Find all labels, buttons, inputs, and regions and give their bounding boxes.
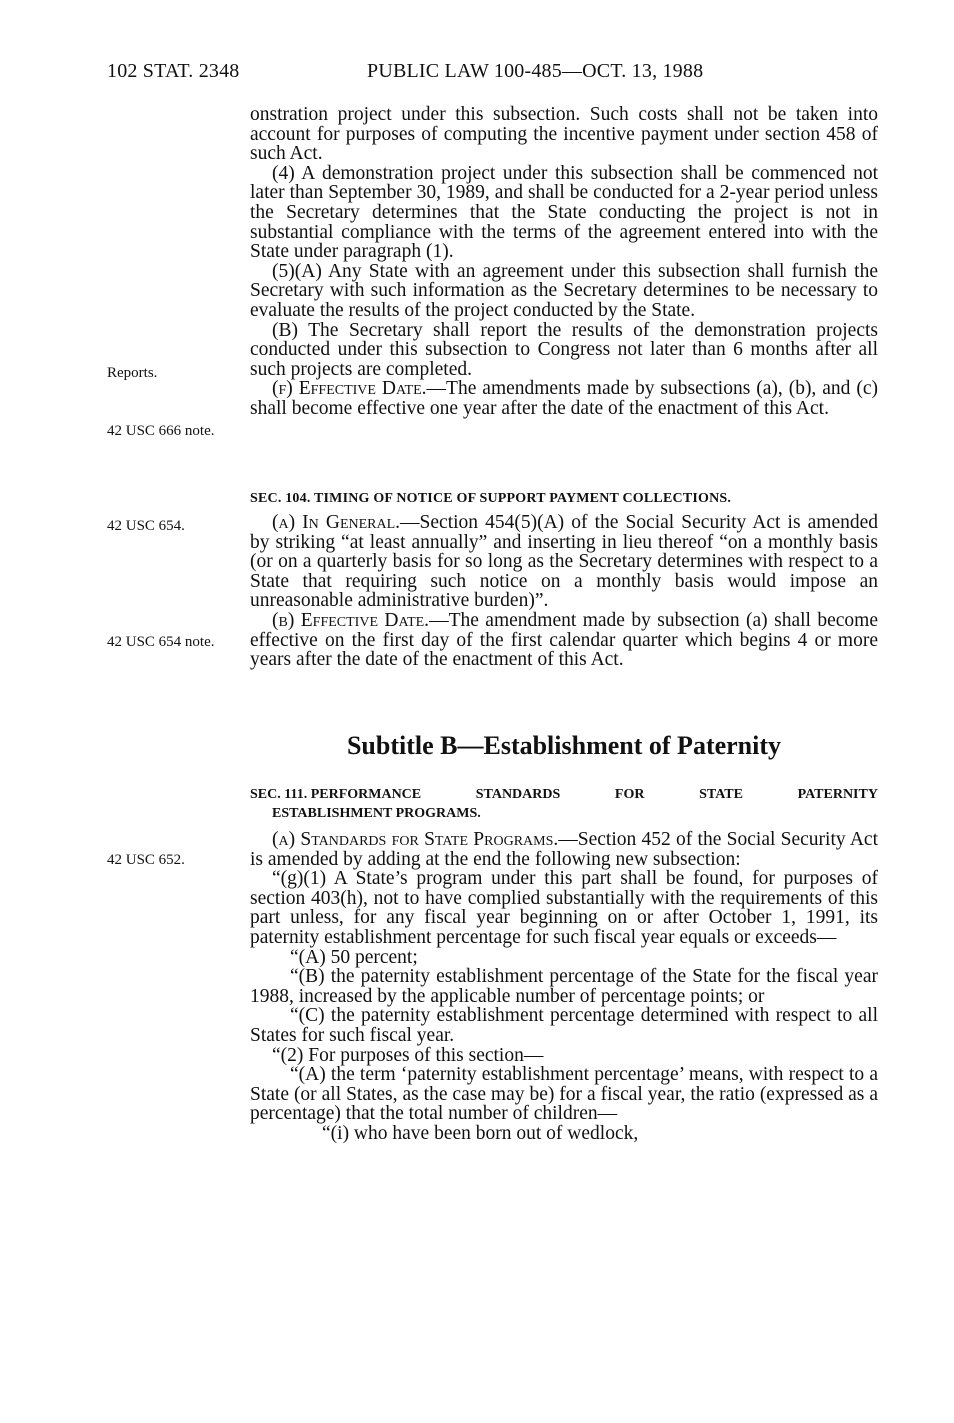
quoted-clause-2a-i: “(i) who have been born out of wedlock, (322, 1122, 639, 1144)
subsection-f-label: (f) Effective Date. (272, 378, 427, 400)
section-104 (250, 489, 878, 670)
subsection-a-text: —Section 452 of the Social Security Act is amended by adding at the end the following new subsection: (250, 829, 878, 870)
quoted-paragraph-2: “(2) For purposes of this section— (272, 1044, 544, 1066)
quoted-paragraph-g1: “(g)(1) A State’s program under this part shall be found, for purposes of section 403(h), not to have complied substantially with the requirements of this part unless, for any fiscal year beginning on or after October 1, 1991, its paternity establishment percentage for such fiscal year equals or exceeds— (250, 868, 878, 948)
heading-word: PATERNITY (797, 787, 878, 802)
subtitle-heading: Subtitle B—Establishment of Paternity (346, 731, 782, 760)
subsection-b-text: —The amendment made by subsection (a) shall become effective on the first day of the first calendar quarter which begins 4 or more years after the date of the enactment of this Act. (250, 609, 878, 671)
margin-note-reports: Reports. (107, 365, 158, 381)
paragraph-5a: (5)(A) Any State with an agreement under this subsection shall furnish the Secretary with such information as the Secretary determines to be necessary to evaluate the results of the project conducted by the State. (250, 260, 878, 321)
quoted-clause-c: “(C) the paternity establishment percentage determined with respect to all States for such fiscal year. (250, 1005, 878, 1046)
quoted-clause-2a: “(A) the term ‘paternity establishment percentage’ means, with respect to a State (or all States, as the case may be) for a fiscal year, the ratio (expressed as a percentage) that the total number of children— (250, 1064, 878, 1125)
heading-word: FOR (614, 787, 645, 802)
margin-note-42-usc-654: 42 USC 654. (107, 518, 185, 534)
margin-note-42-usc-666-note: 42 USC 666 note. (107, 423, 215, 439)
section-111-body (250, 830, 878, 1144)
section-104-subsection-b (250, 611, 878, 670)
page-stat-number: 102 STAT. 2348 (107, 60, 240, 82)
subsection-a-text: —Section 454(5)(A) of the Social Security Act is amended by striking “at least annually” and inserting in lieu thereof “on a monthly basis (or on a quarterly basis for so long as the Secretary determines with respect to a State that requiring such notice on a monthly basis would impose an unreasonable administrative burden)”. (250, 512, 879, 612)
heading-word: STATE (699, 787, 743, 802)
quoted-clause-a: “(A) 50 percent; (290, 946, 418, 968)
margin-note-42-usc-654-note: 42 USC 654 note. (107, 634, 215, 650)
subsection-a-label: (a) In General. (272, 512, 401, 533)
subsection-f-effective-date (250, 379, 878, 418)
subsection-b-label: (b) Effective Date. (272, 609, 430, 631)
paragraph-4: (4) A demonstration project under this subsection shall be commenced not later than September 30, 1989, and shall be conducted for a 2-year period unless the Secretary determines that the State conducting the project is not in substantial compliance with the terms of the agreement entered into with the State under paragraph (1). (250, 162, 878, 263)
heading-word: STANDARDS (475, 787, 561, 802)
running-header: PUBLIC LAW 100-485—OCT. 13, 1988 (367, 60, 704, 82)
paragraph-5b: (B) The Secretary shall report the results of the demonstration projects conducted under this subsection to Congress not later than 6 months after all such projects are completed. (250, 319, 878, 380)
quoted-clause-b: “(B) the paternity establishment percentage of the State for the fiscal year 1988, increased by the applicable number of percentage points; or (250, 966, 878, 1007)
subsection-a-label: (a) Standards for State Programs. (272, 829, 559, 850)
paragraph-continuation: onstration project under this subsection. Such costs shall not be taken into account for purposes of computing the incentive payment under section 458 of such Act. (250, 104, 878, 165)
subsection-f-text: —The amendments made by subsections (a), (b), and (c) shall become effective one year after the date of the enactment of this Act. (250, 378, 878, 419)
heading-word: SEC. 111. PERFORMANCE (250, 787, 422, 802)
section-104-subsection-a (250, 513, 878, 611)
section-111-heading (250, 785, 878, 823)
margin-note-42-usc-652: 42 USC 652. (107, 852, 185, 868)
section-103-continuation (250, 105, 878, 419)
section-111-subsection-a (250, 830, 878, 869)
section-111-heading-line1 (250, 785, 878, 804)
section-111-heading-line2: ESTABLISHMENT PROGRAMS. (272, 806, 481, 821)
section-104-heading: SEC. 104. TIMING OF NOTICE OF SUPPORT PAYMENT COLLECTIONS. (250, 491, 732, 506)
